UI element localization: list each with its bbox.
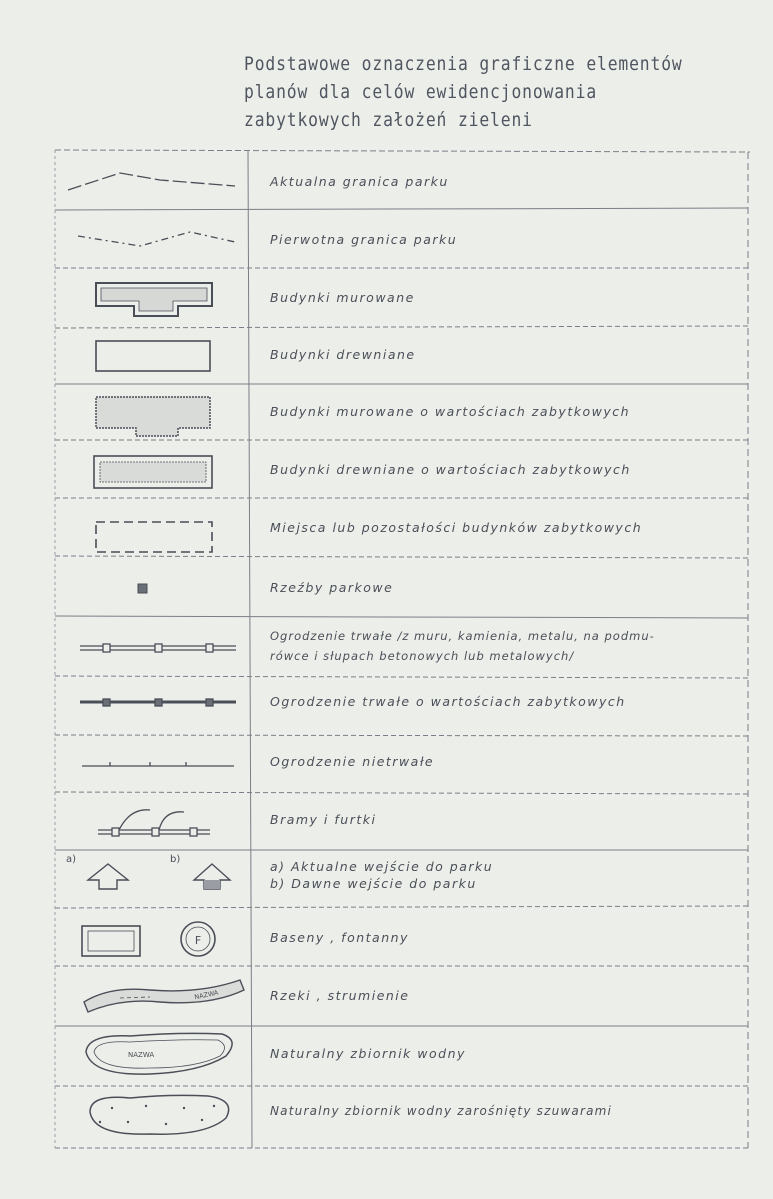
label-entrances bbox=[270, 858, 493, 892]
label-entrance-former: b) Dawne wejście do parku bbox=[270, 876, 477, 891]
pond-name-text: NAZWA bbox=[128, 1051, 155, 1059]
label-river: Rzeki , strumienie bbox=[270, 988, 410, 1003]
label-gate: Bramy i furtki bbox=[270, 812, 377, 827]
fountain-letter: F bbox=[194, 934, 202, 947]
entrance-arrows-icon bbox=[88, 864, 230, 889]
river-icon bbox=[84, 980, 244, 1012]
temporary-fence-icon bbox=[82, 762, 234, 766]
historic-fence-icon bbox=[80, 699, 236, 706]
label-permanent-fence bbox=[270, 626, 655, 666]
label-pond: Naturalny zbiornik wodny bbox=[270, 1046, 466, 1061]
original-boundary-icon bbox=[78, 232, 235, 246]
label-brick-building: Budynki murowane bbox=[270, 290, 415, 305]
overgrown-pond-icon bbox=[90, 1095, 229, 1134]
river-name-text: NAZWA bbox=[193, 988, 220, 1002]
label-original-boundary: Pierwotna granica parku bbox=[270, 232, 458, 247]
label-sculpture: Rzeźby parkowe bbox=[270, 580, 394, 595]
label-overgrown-pond: Naturalny zbiornik wodny zarośnięty szuwarami bbox=[270, 1104, 613, 1118]
label-historic-brick-building: Budynki murowane o wartościach zabytkowych bbox=[270, 404, 631, 419]
label-building-remains: Miejsca lub pozostałości budynków zabytkowych bbox=[270, 520, 643, 535]
label-permanent-fence-line-2: rówce i słupach betonowych lub metalowych/ bbox=[270, 649, 575, 663]
building-remains-icon bbox=[96, 522, 212, 552]
sculpture-icon bbox=[138, 584, 147, 593]
title-line-2: planów dla celów ewidencjonowania bbox=[244, 81, 598, 103]
gate-icon bbox=[98, 810, 210, 836]
pond-icon bbox=[86, 1033, 232, 1074]
label-entrance-current: a) Aktualne wejście do parku bbox=[270, 859, 494, 874]
label-permanent-fence-line-1: Ogrodzenie trwałe /z muru, kamienia, metalu, na podmu- bbox=[270, 629, 655, 643]
marker-b: b) bbox=[170, 854, 181, 865]
label-historic-fence: Ogrodzenie trwałe o wartościach zabytkowych bbox=[270, 694, 626, 709]
label-historic-wooden-building: Budynki drewniane o wartościach zabytkowych bbox=[270, 462, 631, 477]
historic-brick-building-icon bbox=[96, 397, 210, 436]
marker-a: a) bbox=[66, 854, 77, 865]
brick-building-icon bbox=[96, 283, 212, 316]
wooden-building-icon bbox=[96, 341, 210, 371]
permanent-fence-icon bbox=[80, 644, 236, 652]
title-line-3: zabytkowych założeń zieleni bbox=[244, 109, 533, 131]
label-wooden-building: Budynki drewniane bbox=[270, 347, 416, 362]
label-current-boundary: Aktualna granica parku bbox=[270, 174, 449, 189]
title-line-1: Podstawowe oznaczenia graficzne elementów bbox=[244, 53, 683, 75]
current-boundary-icon bbox=[68, 173, 235, 190]
label-pool-fountain: Baseny , fontanny bbox=[270, 930, 409, 945]
label-temporary-fence: Ogrodzenie nietrwałe bbox=[270, 754, 435, 769]
historic-wooden-building-icon bbox=[94, 456, 212, 488]
